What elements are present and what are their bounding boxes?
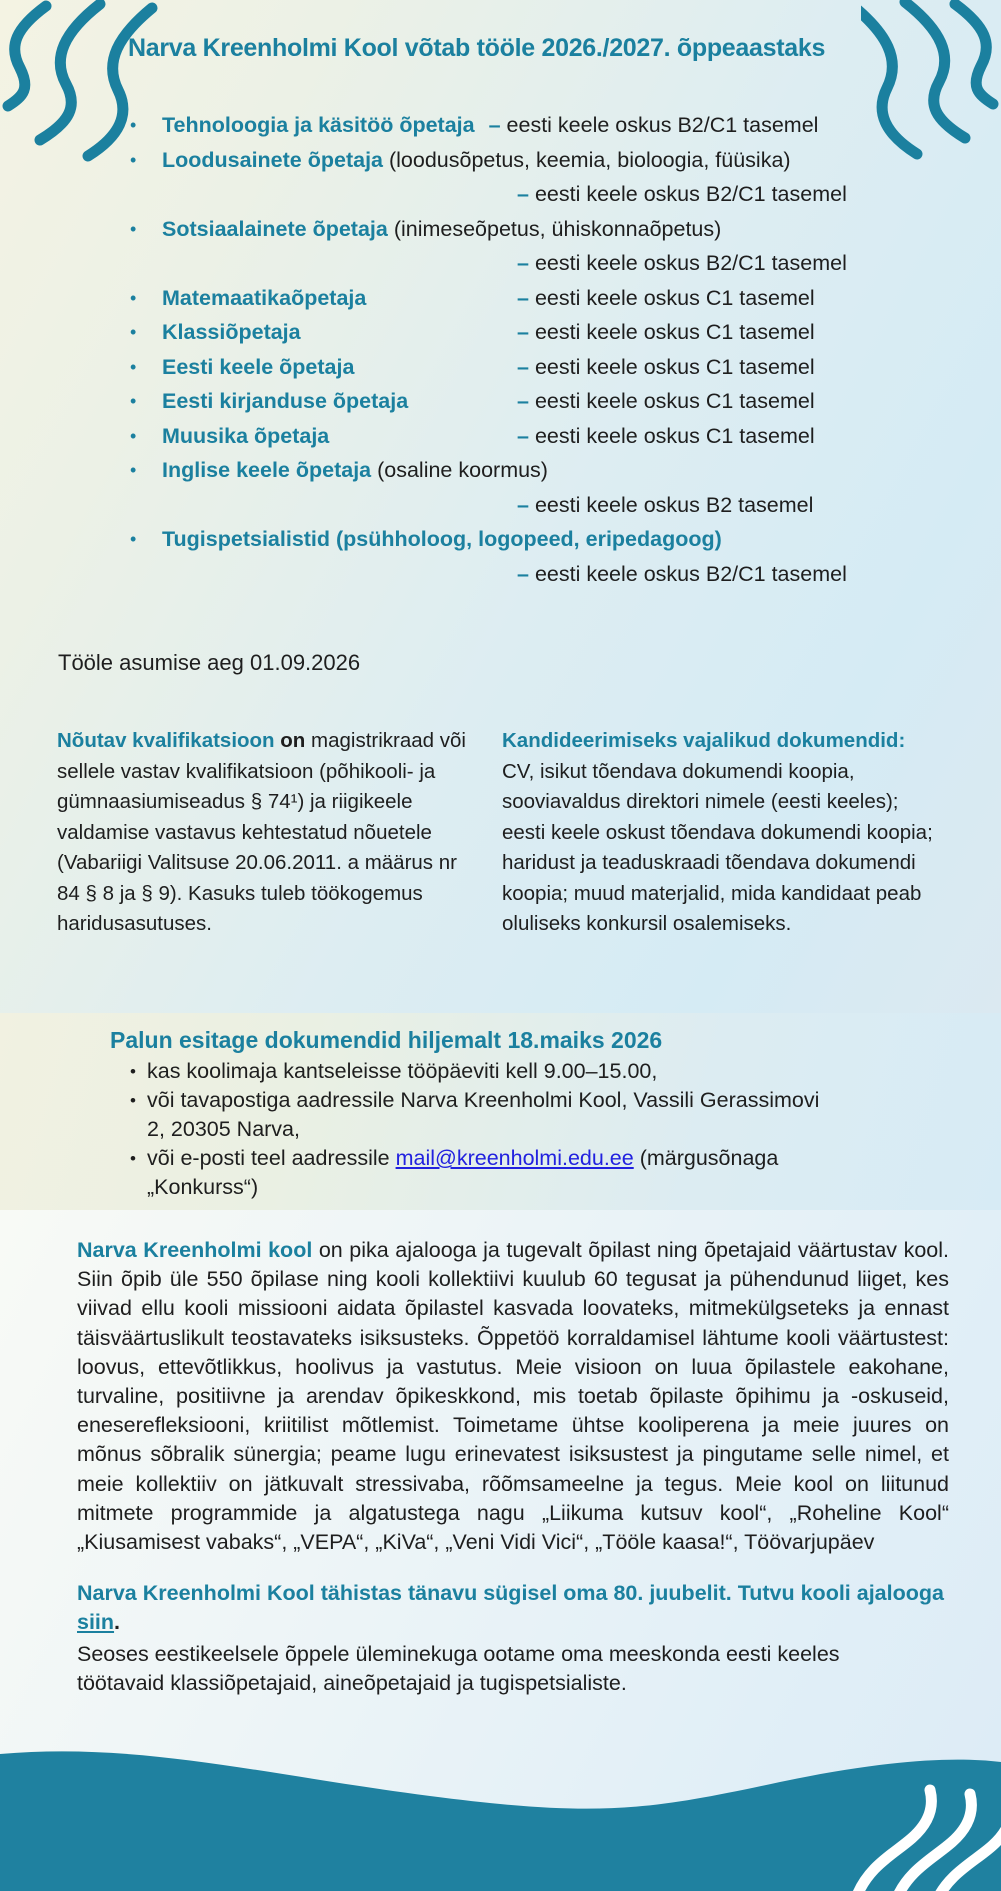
bullet-icon: • [130,1062,136,1081]
submission-list [130,1057,830,1202]
position-requirement-line [0,557,1001,592]
position-requirement: eesti keele oskus C1 tasemel [534,423,815,448]
position-title: Sotsiaalainete õpetaja [162,216,388,241]
bullet-icon: • [130,322,137,342]
position-requirement: eesti keele oskus B2/C1 tasemel [506,113,819,137]
submission-item [130,1144,830,1202]
submission-text: kas koolimaja kantseleisse tööpäeviti kell 9.00–15.00, [147,1059,658,1083]
email-link[interactable]: mail@kreenholmi.edu.ee [395,1146,634,1170]
bullet-icon: • [130,287,137,308]
dash: – [517,561,529,586]
position-requirement: eesti keele oskus C1 tasemel [534,320,815,344]
position-detail: (loodusõpetus, keemia, bioloogia, füüsika) [383,147,791,172]
position-item [0,281,1001,316]
dash: – [517,182,529,206]
dash: – [517,354,529,379]
bullet-icon: • [130,1091,136,1110]
position-requirement: eesti keele oskus B2 tasemel [534,492,814,517]
position-detail: (osaline koormus) [371,458,548,482]
submission-heading: Palun esitage dokumendid hiljemalt 18.maiks 2026 [110,1027,663,1053]
qualification-body: magistrikraad või sellele vastav kvalifikatsioon (põhikooli- ja gümnaasiumiseadus § 74¹) ja riigikeele valdamise vastavus kehtestatud nõuetele (Vabariigi Valitsuse 20.06.2011. a määrus nr 84 § 8 ja § 9). Kasuks tuleb töökogemus haridusasutuses. [57,729,466,935]
closing-text: Seoses eestikeelsele õppele üleminekuga ootame oma meeskonda eesti keeles töötavaid klassiõpetajaid, aineõpetajaid ja tugispetsialiste. [77,1641,840,1695]
bullet-icon: • [130,149,137,170]
qualification-heading-bold: on [274,729,312,752]
qualification-column [57,726,475,940]
qualification-heading: Nõutav kvalifikatsioon [57,729,275,752]
position-item [0,212,1001,247]
submission-text: (märgusõnaga „Konkurss“) [147,1146,779,1199]
dash: – [517,285,529,310]
about-paragraph [77,1236,949,1557]
wave-footer [0,1746,1001,1891]
section-submission [0,1013,1001,1210]
dash: – [517,492,529,517]
submission-text: või tavapostiga aadressile Narva Kreenholmi Kool, Vassili Gerassimovi 2, 20305 Narva, [147,1088,820,1141]
submission-item [130,1086,830,1144]
position-title: Tugispetsialistid (psühholoog, logopeed, eripedagoog) [162,527,722,551]
positions-list [0,108,1001,591]
dash: – [517,251,529,275]
position-title: Inglise keele õpetaja [162,458,372,482]
position-requirement-line [0,246,1001,281]
position-requirement: eesti keele oskus C1 tasemel [534,285,815,310]
submission-text: või e-posti teel aadressile [147,1146,396,1170]
start-date: Tööle asumise aeg 01.09.2026 [58,650,361,675]
history-link[interactable]: siin [77,1610,115,1635]
position-item [0,143,1001,178]
position-requirement: eesti keele oskus B2/C1 tasemel [534,182,847,206]
position-item [0,108,1001,143]
position-requirement-line [0,488,1001,523]
position-requirement: eesti keele oskus C1 tasemel [534,354,815,379]
about-lead: Narva Kreenholmi kool [77,1238,313,1262]
bullet-icon: • [130,529,137,549]
position-item [0,350,1001,385]
anniversary-text: Narva Kreenholmi Kool tähistas tänavu sügisel oma 80. juubelit. Tutvu kooli ajalooga [77,1581,944,1606]
position-detail: (inimeseõpetus, ühiskonnaõpetus) [387,216,722,241]
section-about [0,1210,1001,1891]
bullet-icon: • [130,391,137,411]
bullet-icon: • [130,1149,136,1168]
about-body: on pika ajalooga ja tugevalt õpilast ning õpetajaid väärtustav kool. Siin õpib üle 550 õpilase ning kooli kollektiivi kuulub 60 tegusat ja pühendunud liiget, kes viivad ellu kooli missiooni aidata õpilastel kasvada loovateks, mitmekülgseteks ja ennast täisväärtuslikult teostavateks isiksusteks. Õppetöö korraldamisel lähtume kooli väärtustest: loovus, ettevõtlikkus, hoolivus ja vastutus. Meie visioon on luua õpilastele eakohane, turvaline, positiivne ja arendav õpikeskkond, mis toetab õpilaste õpihimu ja -oskuseid, eneserefleksiooni, kriitilist mõtlemist. Toimetame ühtse kooliperena ja meie juures on mõnus sõbralik sünergia; peame lugu erinevatest isiksustest ja pingutame selle nimel, et meie kollektiiv on jätkuvalt stressivaba, rõõmsameelne ja tegus. Meie kool on liitunud mitmete programmide ja algatustega nagu „Liikuma kutsuv kool“, „Roheline Kool“ „Kiusamisest vabaks“, „VEPA“, „KiVa“, „Veni Vidi Vici“, „Tööle kaasa!“, Töövarjupäev [77,1238,950,1555]
documents-body: CV, isikut tõendava dokumendi koopia, sooviavaldus direktori nimele (eesti keeles); eesti keele oskust tõendava dokumendi koopia; haridust ja teaduskraadi tõendava dokumendi koopia; muud materjalid, mida kandidaat peab oluliseks konkursil osalemiseks. [502,759,933,935]
position-item [0,384,1001,419]
position-item [0,453,1001,488]
position-requirement: eesti keele oskus B2/C1 tasemel [534,251,847,275]
bullet-icon: • [130,425,137,446]
submission-item [130,1057,830,1086]
position-item [0,315,1001,350]
anniversary-note [77,1579,949,1637]
documents-heading: Kandideerimiseks vajalikud dokumendid: [502,729,906,752]
bullet-icon: • [130,218,137,239]
position-title: Eesti kirjanduse õpetaja [162,389,409,413]
position-requirement: eesti keele oskus C1 tasemel [534,389,815,413]
dash: – [517,423,529,448]
bullet-icon: • [130,115,137,135]
position-title: Matemaatikaõpetaja [162,285,367,310]
position-title: Tehnoloogia ja käsitöö õpetaja [162,113,475,137]
position-title: Eesti keele õpetaja [162,354,355,379]
bullet-icon: • [130,460,137,480]
dash: – [517,320,529,344]
bullet-icon: • [130,356,137,377]
position-requirement: eesti keele oskus B2/C1 tasemel [534,561,847,586]
position-title: Muusika õpetaja [162,423,330,448]
position-title: Loodusainete õpetaja [162,147,384,172]
documents-column [502,726,938,940]
page-title: Narva Kreenholmi Kool võtab tööle 2026./2027. õppeaastaks [128,34,826,62]
position-requirement-line [0,177,1001,212]
anniversary-period: . [114,1610,121,1635]
dash: – [488,113,501,137]
position-item [0,522,1001,557]
dash: – [517,389,529,413]
position-title: Klassiõpetaja [162,320,301,344]
position-item [0,419,1001,454]
